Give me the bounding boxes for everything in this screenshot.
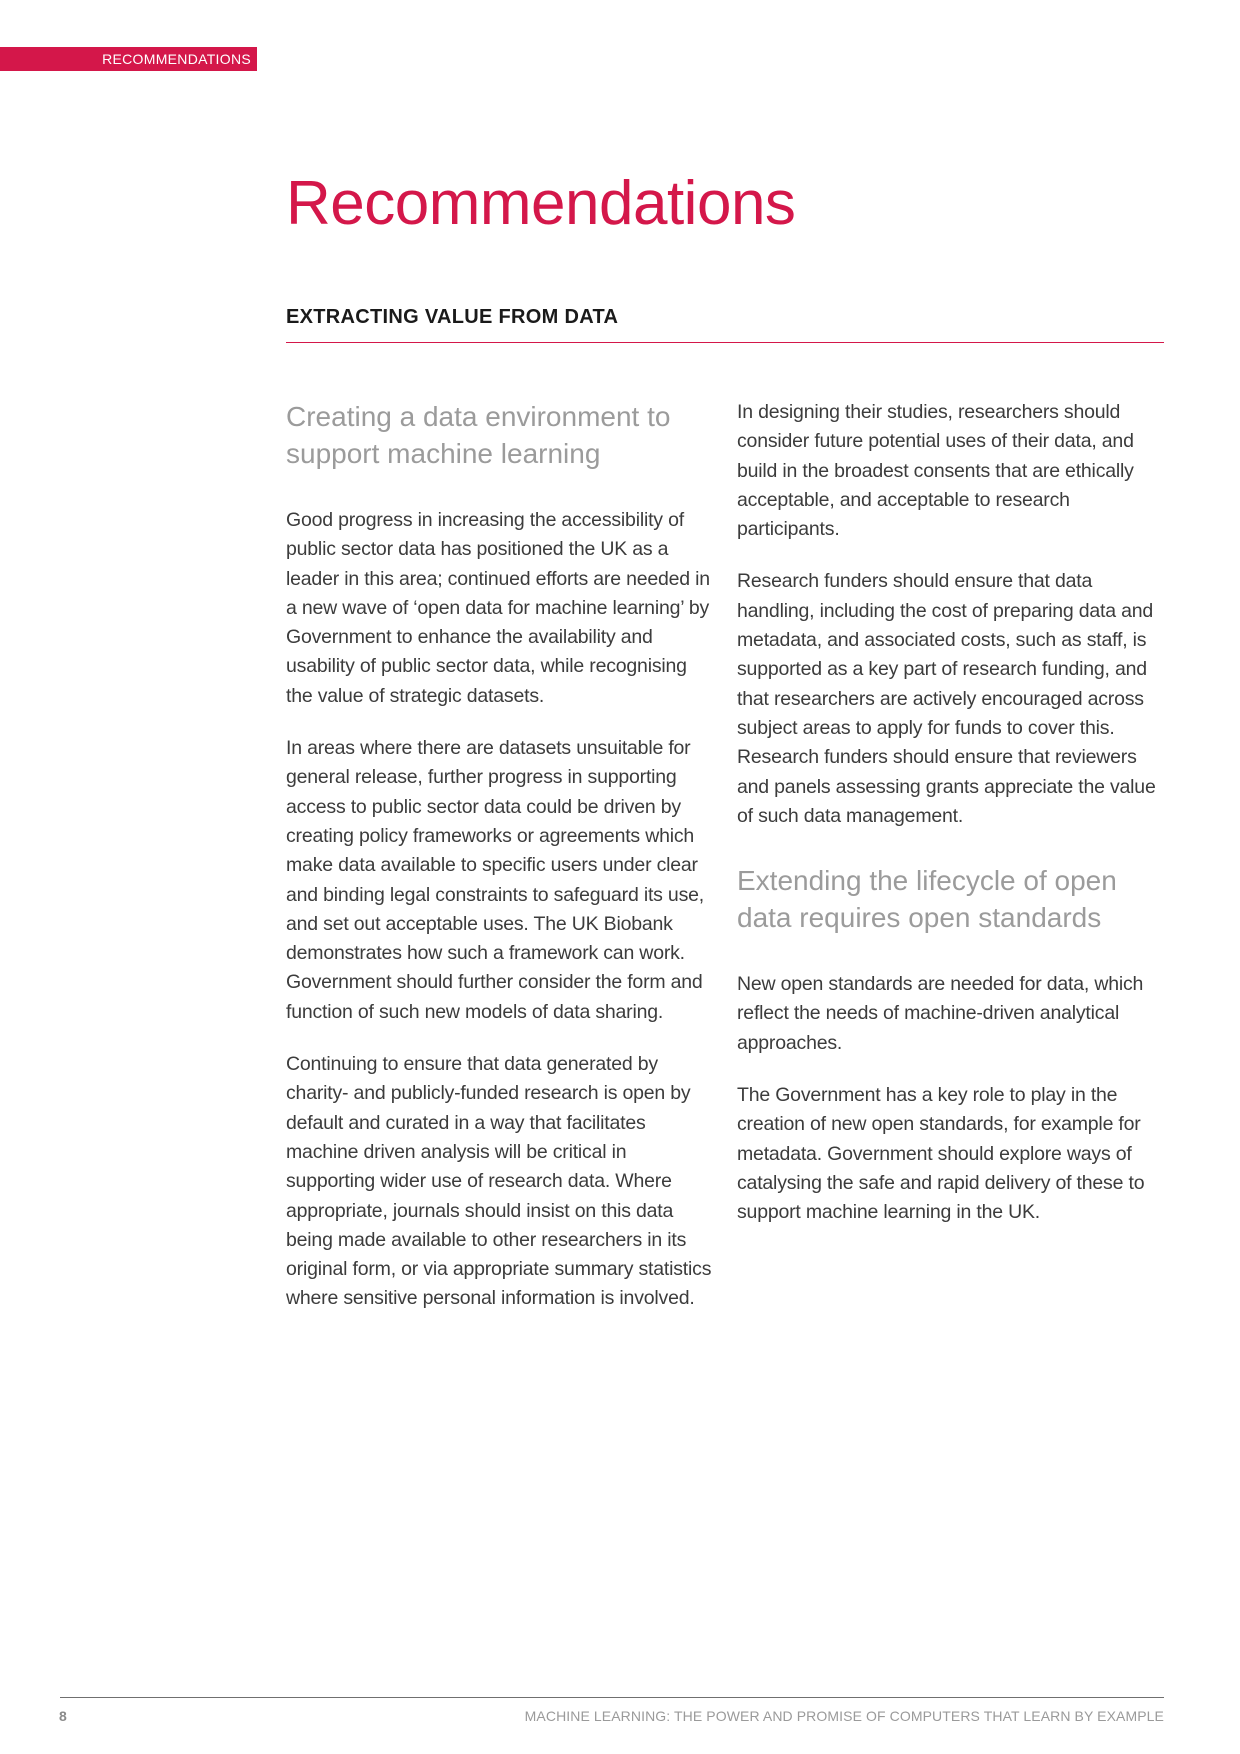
paragraph: In areas where there are datasets unsuitable for general release, further progress in supporting access to public sector data could be driven by creating policy frameworks or agreements which make data available to specific users under clear and binding legal constraints to safeguard its use, and set out acceptable uses. The UK Biobank demonstrates how such a framework can work. Government should further consider the form and function of such new models of data sharing. <box>286 737 704 1023</box>
paragraph: The Government has a key role to play in the creation of new open standards, for example for metadata. Government should explore ways of catalysing the safe and rapid delivery of these to support machine learning in the UK. <box>737 1084 1145 1224</box>
paragraph: Continuing to ensure that data generated by charity- and publicly-funded research is open by default and curated in a way that facilitates machine driven analysis will be critical in supporting wider use of research data. Where appropriate, journals should insist on this data being made available to other researchers in its original form, or via appropriate summary statistics where sensitive personal information is involved. <box>286 1053 712 1310</box>
page-title: Recommendations <box>286 169 796 238</box>
section-divider <box>286 342 1164 343</box>
paragraph: Good progress in increasing the accessibility of public sector data has positioned the UK as a leader in this area; continued efforts are needed in a new wave of ‘open data for machine learning’ by Government to enhance the availability and usability of public sector data, while recognising the value of strategic datasets. <box>286 509 710 707</box>
paragraph: In designing their studies, researchers should consider future potential uses of their data, and build in the broadest consents that are ethically acceptable, and acceptable to research participants. <box>737 401 1134 541</box>
paragraph: New open standards are needed for data, which reflect the needs of machine-driven analytical approaches. <box>737 973 1144 1054</box>
footer-publication-title: MACHINE LEARNING: THE POWER AND PROMISE OF COMPUTERS THAT LEARN BY EXAMPLE <box>524 1708 1164 1724</box>
left-column <box>286 398 718 1337</box>
page-number: 8 <box>59 1708 67 1724</box>
section-tab: RECOMMENDATIONS <box>0 47 257 71</box>
footer-divider <box>60 1697 1164 1698</box>
right-column <box>737 398 1167 1251</box>
paragraph: Research funders should ensure that data handling, including the cost of preparing data and metadata, and associated costs, such as staff, is supported as a key part of research funding, and that researchers are actively encouraged across subject areas to apply for funds to cover this. Research funders should ensure that reviewers and panels assessing grants appreciate the value of such data management. <box>737 570 1156 827</box>
right-subheading: Extending the lifecycle of open data requires open standards <box>737 865 1117 934</box>
left-subheading: Creating a data environment to support machine learning <box>286 401 671 469</box>
section-heading: EXTRACTING VALUE FROM DATA <box>286 306 619 328</box>
